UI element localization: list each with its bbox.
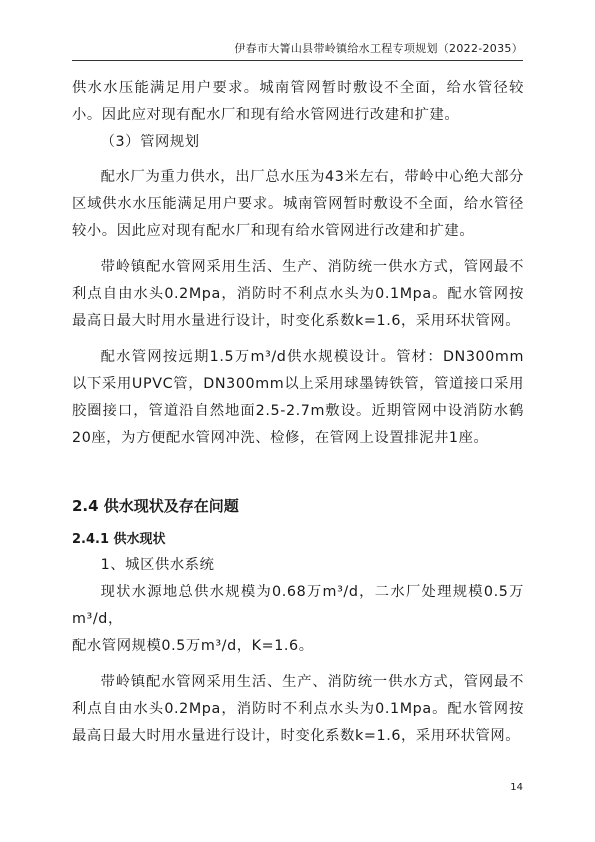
page-content	[72, 75, 524, 750]
paragraph-current-capacity-line2: 配水管网规模0.5万m³/d，K=1.6。	[72, 638, 314, 654]
paragraph-continued: 供水水压能满足用户要求。城南管网暂时敷设不全面，给水管径较小。因此应对现有配水厂和现有给水管网进行改建和扩建。	[72, 80, 524, 123]
page-number: 14	[510, 782, 523, 793]
section-heading: 2.4 供水现状及存在问题	[72, 497, 239, 515]
paragraph-pipe-materials: 配水管网按远期1.5万m³/d供水规模设计。管材：DN300mm以下采用UPVC管，DN300mm以上采用球墨铸铁管，管道接口采用胶圈接口，管道沿自然地面2.5-2.7m敷设。近期管网中设消防水鹤20座，为方便配水管网冲洗、检修，在管网上设置排泥井1座。	[72, 349, 524, 446]
header-title: 伊春市大箐山县带岭镇给水工程专项规划（2022-2035）	[234, 42, 523, 55]
subsection-heading: 2.4.1 供水现状	[72, 532, 166, 547]
paragraph-gravity-supply: 配水厂为重力供水，出厂总水压为43米左右，带岭中心绝大部分区域供水水压能满足用户要求。城南管网暂时敷设不全面，给水管径较小。因此应对现有配水厂和现有给水管网进行改建和扩建。	[72, 169, 524, 239]
paragraph-current-capacity-line1: 现状水源地总供水规模为0.68万m³/d，二水厂处理规模0.5万m³/d，	[72, 584, 524, 627]
paragraph-supply-mode: 带岭镇配水管网采用生活、生产、消防统一供水方式，管网最不利点自由水头0.2Mpa，消防时不利点水头为0.1Mpa。配水管网按最高日最大时用水量进行设计，时变化系数k=1.6，采用环状管网。	[72, 259, 524, 329]
list-item-urban-supply-system: 1、城区供水系统	[100, 557, 215, 573]
page-header	[72, 38, 523, 61]
paragraph-supply-mode-repeat: 带岭镇配水管网采用生活、生产、消防统一供水方式，管网最不利点自由水头0.2Mpa，消防时不利点水头为0.1Mpa。配水管网按最高日最大时用水量进行设计，时变化系数k=1.6，采用环状管网。	[72, 674, 524, 744]
list-item-pipe-network-planning: （3）管网规划	[100, 134, 200, 150]
